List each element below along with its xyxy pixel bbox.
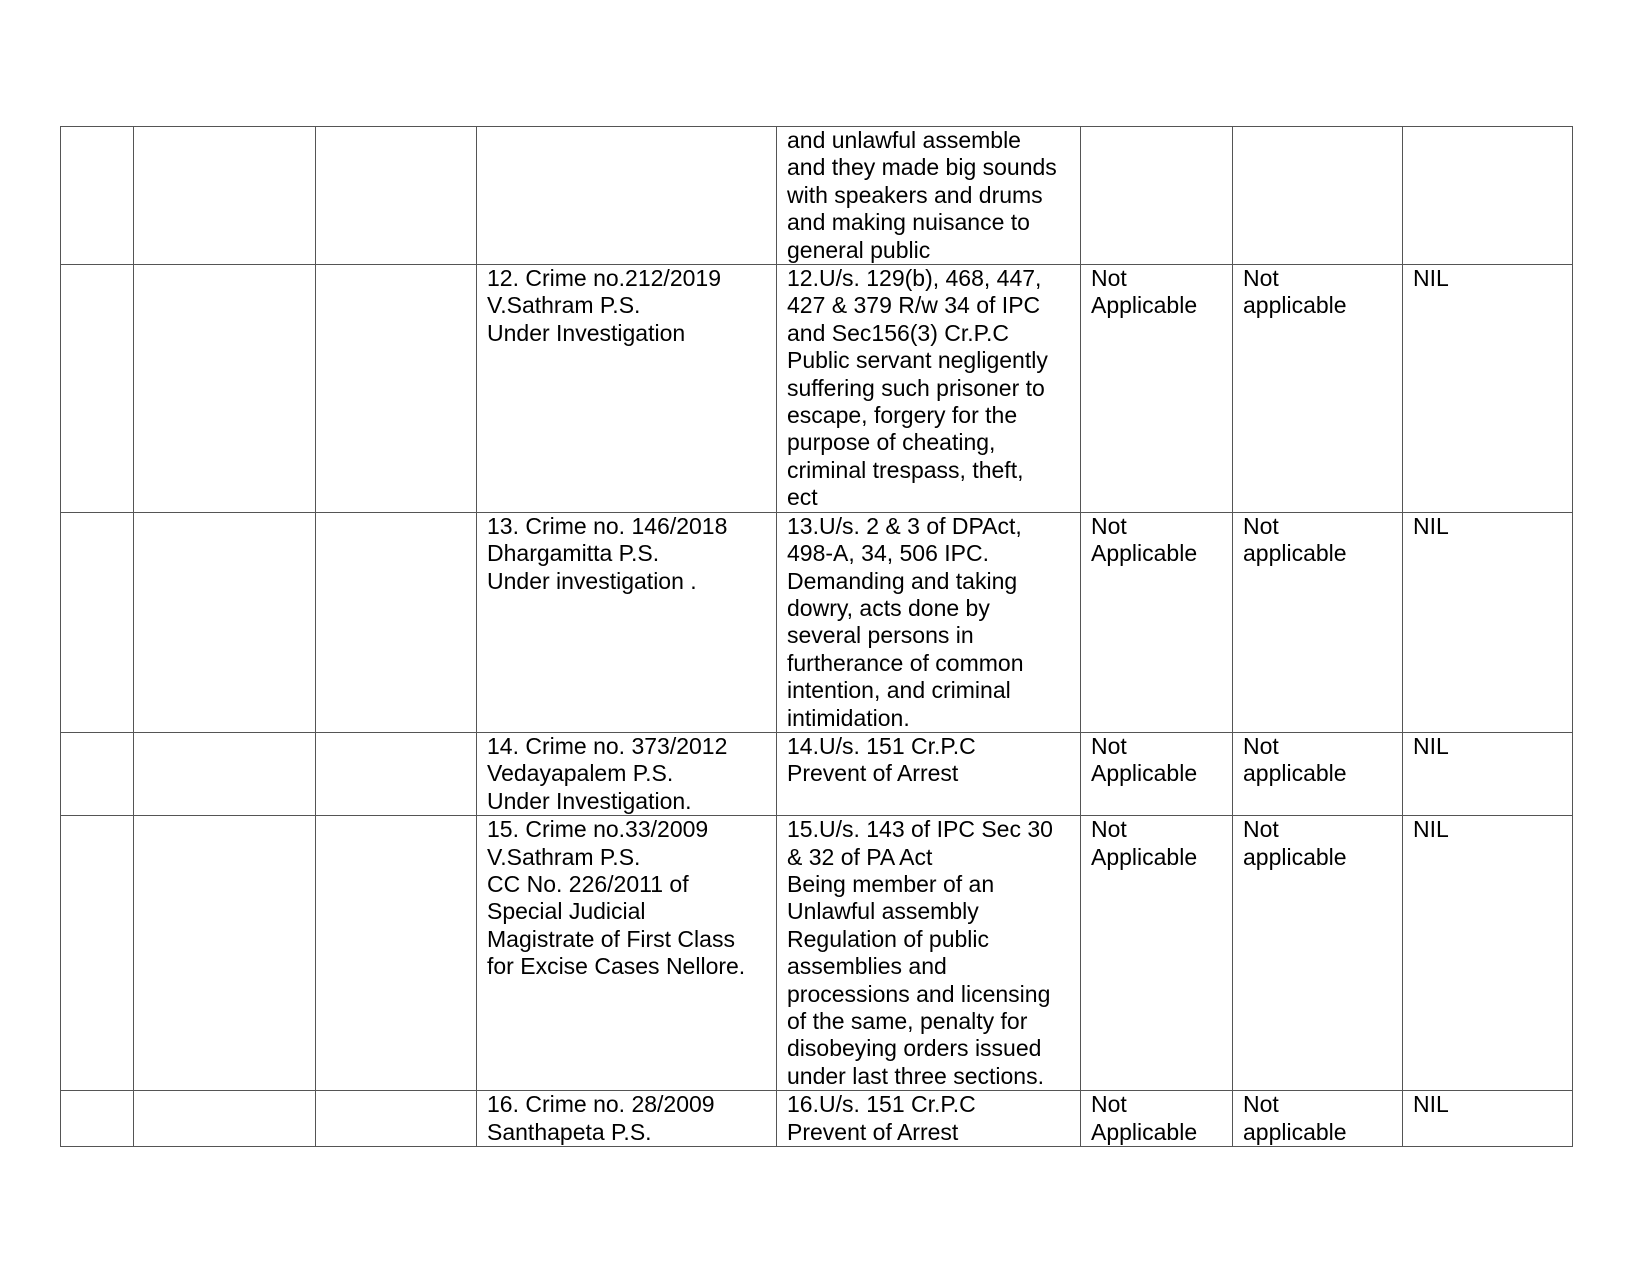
table-row — [61, 732, 1573, 815]
applicability-cell — [1081, 816, 1233, 1091]
applicability-2-text: Not applicable — [1243, 816, 1347, 870]
applicability-2-text: Not applicable — [1243, 1091, 1347, 1145]
table-row — [61, 512, 1573, 732]
name-cell — [134, 1091, 316, 1147]
applicability-2-cell — [1233, 732, 1403, 815]
serial-cell — [61, 816, 134, 1091]
sections-cell — [777, 732, 1081, 815]
serial-cell — [61, 512, 134, 732]
table-row — [61, 816, 1573, 1091]
applicability-2-text: Not applicable — [1243, 512, 1347, 567]
case-text: 13. Crime no. 146/2018 Dhargamitta P.S. Under investigation . — [487, 512, 728, 594]
case-text: 14. Crime no. 373/2012 Vedayapalem P.S. Under Investigation. — [487, 732, 728, 814]
applicability-text: Not Applicable — [1091, 512, 1198, 567]
serial-cell — [61, 265, 134, 513]
name-cell — [134, 732, 316, 815]
applicability-2-cell — [1233, 127, 1403, 265]
applicability-text: Not Applicable — [1091, 1091, 1198, 1145]
details-cell — [316, 265, 477, 513]
name-cell — [134, 127, 316, 265]
table-row — [61, 127, 1573, 265]
sections-cell — [777, 816, 1081, 1091]
remarks-cell — [1403, 127, 1573, 265]
applicability-2-cell — [1233, 1091, 1403, 1147]
sections-text: 16.U/s. 151 Cr.P.C Prevent of Arrest — [787, 1091, 976, 1145]
case-text: 12. Crime no.212/2019 V.Sathram P.S. Under Investigation — [487, 265, 721, 346]
details-cell — [316, 512, 477, 732]
name-cell — [134, 512, 316, 732]
remarks-text: NIL — [1413, 732, 1449, 759]
case-cell — [477, 1091, 777, 1147]
remarks-text: NIL — [1413, 816, 1449, 843]
sections-text: 15.U/s. 143 of IPC Sec 30 & 32 of PA Act Being member of an Unlawful assembly Regulation of public assemblies and processions and licensing of the same, penalty for disobeying orders issued under last three sections. — [787, 816, 1053, 1089]
remarks-text: NIL — [1413, 512, 1449, 539]
sections-cell — [777, 512, 1081, 732]
serial-cell — [61, 732, 134, 815]
case-cell — [477, 127, 777, 265]
applicability-cell — [1081, 127, 1233, 265]
applicability-text: Not Applicable — [1091, 732, 1198, 787]
sections-cell — [777, 265, 1081, 513]
case-text: 16. Crime no. 28/2009 Santhapeta P.S. — [487, 1091, 715, 1145]
sections-text: 12.U/s. 129(b), 468, 447, 427 & 379 R/w 34 of IPC and Sec156(3) Cr.P.C Public servant negligently suffering such prisoner to escape, forgery for the purpose of cheating, criminal trespass, theft, ect — [787, 265, 1048, 511]
details-cell — [316, 1091, 477, 1147]
sections-cell — [777, 127, 1081, 265]
remarks-text: NIL — [1413, 1091, 1449, 1118]
case-cell — [477, 512, 777, 732]
case-text: 15. Crime no.33/2009 V.Sathram P.S. CC No. 226/2011 of Special Judicial Magistrate of First Class for Excise Cases Nellore. — [487, 816, 746, 980]
serial-cell — [61, 127, 134, 265]
table-row — [61, 265, 1573, 513]
applicability-2-cell — [1233, 265, 1403, 513]
case-cell — [477, 816, 777, 1091]
applicability-cell — [1081, 732, 1233, 815]
applicability-text: Not Applicable — [1091, 816, 1198, 870]
case-cell — [477, 265, 777, 513]
sections-cell — [777, 1091, 1081, 1147]
remarks-cell — [1403, 732, 1573, 815]
applicability-cell — [1081, 512, 1233, 732]
remarks-cell — [1403, 1091, 1573, 1147]
applicability-2-cell — [1233, 512, 1403, 732]
remarks-cell — [1403, 512, 1573, 732]
remarks-cell — [1403, 816, 1573, 1091]
applicability-cell — [1081, 265, 1233, 513]
applicability-2-text: Not applicable — [1243, 732, 1347, 787]
case-cell — [477, 732, 777, 815]
applicability-2-cell — [1233, 816, 1403, 1091]
sections-text: 14.U/s. 151 Cr.P.C Prevent of Arrest — [787, 732, 976, 787]
criminal-cases-table — [60, 126, 1573, 1147]
details-cell — [316, 732, 477, 815]
remarks-cell — [1403, 265, 1573, 513]
applicability-2-text: Not applicable — [1243, 265, 1347, 319]
table-row — [61, 1091, 1573, 1147]
sections-text: and unlawful assemble and they made big sounds with speakers and drums and making nuisance to general public — [787, 127, 1057, 263]
details-cell — [316, 816, 477, 1091]
serial-cell — [61, 1091, 134, 1147]
name-cell — [134, 816, 316, 1091]
remarks-text: NIL — [1413, 265, 1449, 292]
sections-text: 13.U/s. 2 & 3 of DPAct, 498-A, 34, 506 IPC. Demanding and taking dowry, acts done by several persons in furtherance of common intention, and criminal intimidation. — [787, 512, 1024, 731]
applicability-cell — [1081, 1091, 1233, 1147]
applicability-text: Not Applicable — [1091, 265, 1198, 319]
name-cell — [134, 265, 316, 513]
details-cell — [316, 127, 477, 265]
